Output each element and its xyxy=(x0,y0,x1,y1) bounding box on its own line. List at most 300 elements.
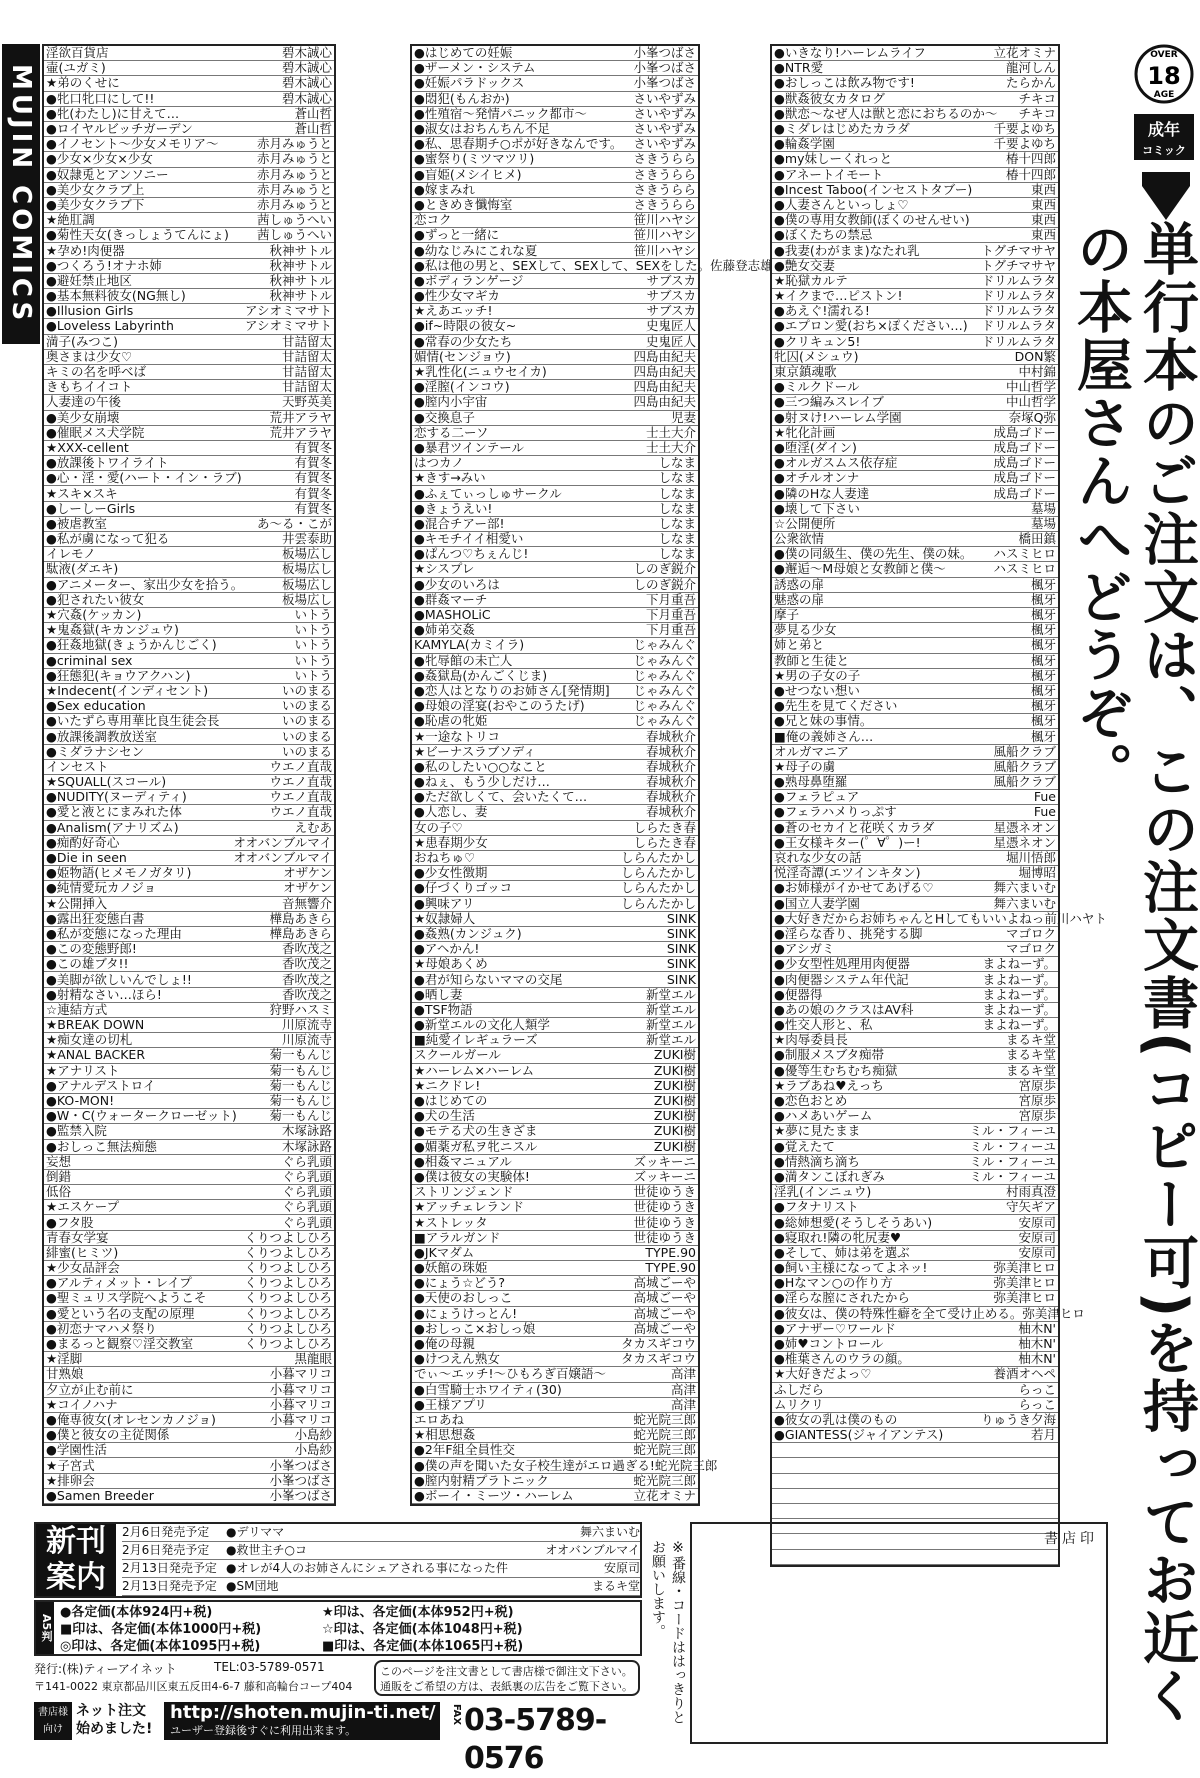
list-item xyxy=(772,1276,1058,1291)
book-author: しのぎ鋭介 xyxy=(633,576,696,592)
list-item xyxy=(44,1443,334,1458)
list-item xyxy=(772,1170,1058,1185)
book-author: くりつよしひろ xyxy=(244,1320,332,1336)
list-item xyxy=(772,441,1058,456)
list-item xyxy=(44,851,334,866)
book-author: 有賀冬 xyxy=(294,470,332,486)
book-author: 士土大介 xyxy=(645,424,696,440)
list-item xyxy=(412,912,698,927)
book-title: ★絶肛調 xyxy=(46,212,95,228)
book-author: 春城秋介 xyxy=(645,789,696,805)
book-title: ●フェラピュア xyxy=(774,789,860,805)
list-item xyxy=(44,1140,334,1155)
new-release-row xyxy=(122,1542,640,1560)
list-item xyxy=(44,1033,334,1048)
list-item xyxy=(772,395,1058,410)
list-item xyxy=(412,760,698,775)
list-item xyxy=(772,942,1058,957)
shop-stamp-label: 書店印 xyxy=(1044,1531,1098,1547)
list-item xyxy=(44,441,334,456)
list-item xyxy=(412,46,698,61)
book-title: ●きょうえい! xyxy=(414,500,493,516)
book-author: ZUKI樹 xyxy=(653,1123,696,1139)
book-author: あ〜る・こが xyxy=(256,515,332,531)
list-item xyxy=(412,289,698,304)
book-author: 風船クラブ xyxy=(993,774,1056,790)
list-item xyxy=(412,61,698,76)
book-author: いのまる xyxy=(281,698,332,714)
list-item xyxy=(412,213,698,228)
book-title: 悦淫奇譚(エツインキタン) xyxy=(774,865,921,881)
book-title: ●Sex education xyxy=(46,698,146,714)
list-item xyxy=(412,335,698,350)
book-author: 荒井アラヤ xyxy=(269,424,332,440)
list-item xyxy=(44,1124,334,1139)
book-author: 有賀冬 xyxy=(294,500,332,516)
book-author: 成島ゴドー xyxy=(993,424,1056,440)
list-item xyxy=(412,669,698,684)
book-title: KAMYLA(カミイラ) xyxy=(414,637,525,653)
book-author: しなま xyxy=(658,485,696,501)
list-item xyxy=(44,745,334,760)
book-title: ●ボディランゲージ xyxy=(414,272,524,288)
book-author: 奈塚Q弥 xyxy=(1008,409,1056,425)
book-title: ●KO-MON! xyxy=(46,1093,115,1109)
book-title: ●NUDITY(ヌーディティ) xyxy=(46,789,187,805)
list-item xyxy=(44,836,334,851)
book-title: ●姉弟交姦 xyxy=(414,622,475,638)
book-author: じゃみんぐ xyxy=(633,713,696,729)
list-item xyxy=(772,152,1058,167)
net-order-line1: ネット注文 xyxy=(76,1703,146,1719)
book-author: ミル・フィーユ xyxy=(969,1123,1056,1139)
book-title: ●私は他の男と、SEXして、SEXして、SEXをした。 xyxy=(414,257,711,273)
book-title: キミの名を呼べば xyxy=(46,364,147,380)
book-author: くりつよしひろ xyxy=(244,1305,332,1321)
book-title: 淫欲百貨店 xyxy=(46,45,109,61)
book-title: ★イクまで…ピストン! xyxy=(774,288,903,304)
book-author: ウエノ直哉 xyxy=(269,774,332,790)
list-item xyxy=(772,350,1058,365)
book-title: ●JKマダム xyxy=(414,1244,475,1260)
list-item xyxy=(44,486,334,501)
list-item xyxy=(772,684,1058,699)
list-item xyxy=(412,471,698,486)
badge-comic-text: コミック xyxy=(1142,144,1186,157)
list-item xyxy=(412,684,698,699)
list-item xyxy=(412,1352,698,1367)
list-item xyxy=(412,168,698,183)
book-author: しなま xyxy=(658,531,696,547)
book-title: ★アナリスト xyxy=(46,1062,120,1078)
book-author: さきうらら xyxy=(633,196,696,212)
list-item xyxy=(412,836,698,851)
book-title: ●蜜祭り(ミツマツリ) xyxy=(414,151,535,167)
publisher-info xyxy=(34,1660,642,1700)
book-author: ドリルムラタ xyxy=(981,272,1056,288)
book-author: 甘詰留太 xyxy=(281,333,332,349)
list-item xyxy=(412,257,773,274)
list-item xyxy=(772,836,1058,851)
book-title: ●にょうけっとん! xyxy=(414,1305,518,1321)
book-title: ●恋人はとなりのお姉さん[発情期] xyxy=(414,682,610,698)
book-title: ★ニクドレ! xyxy=(414,1077,481,1093)
book-title: 満子(みつこ) xyxy=(46,333,119,349)
book-author: ズッキーニ xyxy=(633,1153,696,1169)
list-item xyxy=(772,517,1058,532)
book-title: ●大好きだからお姉ちゃんとHしてもいいよねっ xyxy=(774,910,1045,926)
book-author: 楓牙 xyxy=(1030,728,1056,744)
book-title: ●美脚が欲しいんでしょ!! xyxy=(46,971,192,987)
book-title: ●MASHOLiC xyxy=(414,607,491,623)
book-author: いトう xyxy=(294,622,332,638)
book-title: ★淫脚 xyxy=(46,1351,83,1367)
book-author: 下月重吾 xyxy=(645,591,696,607)
list-item xyxy=(44,578,334,593)
list-item xyxy=(772,213,1058,228)
book-title: ●輪姦学園 xyxy=(774,136,835,152)
book-author: TYPE.90 xyxy=(645,1244,696,1260)
book-author: オオバンブルマイ xyxy=(233,850,332,866)
book-author: 若月 xyxy=(1030,1427,1056,1443)
book-author: 東西 xyxy=(1030,227,1056,243)
list-item xyxy=(44,1215,334,1230)
book-author: 碧木誠心 xyxy=(281,45,332,61)
list-item xyxy=(772,1109,1058,1124)
book-author: Fue xyxy=(1033,789,1056,805)
list-item xyxy=(412,1124,698,1139)
list-item xyxy=(44,638,334,653)
list-item xyxy=(772,593,1058,608)
book-title: ●堕淫(ダイン) xyxy=(774,439,857,455)
book-title: ●my妹しーくれっと xyxy=(774,151,892,167)
new-release-author: 安原司 xyxy=(603,1561,640,1575)
book-title: ■アラルガンド xyxy=(414,1229,501,1245)
book-title: ★XXX-cellent xyxy=(46,439,129,455)
book-author: 春城秋介 xyxy=(645,774,696,790)
list-item xyxy=(772,228,1058,243)
book-title: ●飼い主様になってよネッ! xyxy=(774,1260,928,1276)
list-item xyxy=(412,1079,698,1094)
book-author: ドリルムラタ xyxy=(981,288,1056,304)
book-title: ●美少女崩壊 xyxy=(46,409,120,425)
book-title: 牝囚(メシュウ) xyxy=(774,348,859,364)
book-author: ぐら乳頭 xyxy=(281,1153,332,1169)
book-title: ムリクリ xyxy=(774,1396,824,1412)
book-author: 中山哲学 xyxy=(1005,394,1056,410)
price-row xyxy=(60,1604,640,1621)
list-item xyxy=(772,881,1058,896)
book-author: ドリルムラタ xyxy=(981,303,1056,319)
book-title: ●姉♥コントロール xyxy=(774,1336,884,1352)
list-item xyxy=(772,745,1058,760)
list-item xyxy=(772,988,1058,1003)
book-author: 秋神サトル xyxy=(269,242,332,258)
book-author: 赤月みゅうと xyxy=(256,196,332,212)
list-item xyxy=(412,411,698,426)
book-title: ●GIANTESS(ジャイアンテス) xyxy=(774,1427,944,1443)
book-title: 恋コク xyxy=(414,212,452,228)
list-item xyxy=(412,304,698,319)
book-author: 小峯つばさ xyxy=(633,60,696,76)
list-item xyxy=(412,274,698,289)
list-item xyxy=(412,897,698,912)
book-title: ★弟のくせに xyxy=(46,75,120,91)
book-author: ウエノ直哉 xyxy=(269,758,332,774)
list-item xyxy=(44,107,334,122)
book-author: ぐら乳頭 xyxy=(281,1199,332,1215)
book-title: ★コイノハナ xyxy=(46,1396,118,1412)
list-item xyxy=(412,517,698,532)
book-title: ●獣恋〜なぜ人は獣と恋におちるのか〜 xyxy=(774,105,998,121)
book-author: じゃみんぐ xyxy=(633,667,696,683)
book-title: ●常春の少女たち xyxy=(414,333,513,349)
book-author: 龍河しん xyxy=(1005,60,1056,76)
order-url-note: ユーザー登録後すぐに利用出来ます。 xyxy=(170,1724,357,1737)
book-author: 川原流寺 xyxy=(281,1017,332,1033)
list-item xyxy=(412,1170,698,1185)
list-item xyxy=(772,137,1058,152)
book-title: ●美少女クラブ下 xyxy=(46,196,145,212)
book-author: トグチマサヤ xyxy=(981,242,1056,258)
book-author: チキコ xyxy=(1018,105,1056,121)
list-item xyxy=(44,1276,334,1291)
list-item xyxy=(44,502,334,517)
book-title: ★エスケープ xyxy=(46,1199,120,1215)
book-author: 春城秋介 xyxy=(645,743,696,759)
list-item xyxy=(772,562,1058,577)
book-title: ●肉便器システム年代記 xyxy=(774,971,909,987)
book-title: 壷(ユガミ) xyxy=(46,60,106,76)
new-release-title: ●SM団地 xyxy=(226,1579,279,1593)
new-release-row xyxy=(122,1524,640,1542)
list-item xyxy=(44,881,334,896)
book-title: ●射ヌけ!ハーレム学園 xyxy=(774,409,902,425)
book-title: ●お姉様がイかせてあげる♡ xyxy=(774,880,934,896)
publisher-address: 〒141-0022 東京都品川区東五反田4-6-7 藤和高輪台コープ404 xyxy=(34,1680,353,1693)
list-item xyxy=(772,1291,1058,1306)
book-title: ●晒し妻 xyxy=(414,986,463,1002)
list-item xyxy=(412,1383,698,1398)
list-item xyxy=(772,335,1058,350)
list-item xyxy=(772,578,1058,593)
book-author: 碧木誠心 xyxy=(281,90,332,106)
list-item xyxy=(412,319,698,334)
list-item xyxy=(412,1322,698,1337)
list-column-2 xyxy=(410,44,773,1506)
book-author: 柚木N' xyxy=(1018,1320,1056,1336)
book-title: ●優等生むちむち痴獄 xyxy=(774,1062,898,1078)
shop-stamp-box xyxy=(690,1522,1108,1744)
book-author: ZUKI樹 xyxy=(653,1093,696,1109)
badge-age-text: AGE xyxy=(1153,90,1175,100)
list-item xyxy=(44,866,334,881)
price-format-label: A5判 xyxy=(36,1602,54,1654)
book-author: 楓牙 xyxy=(1030,682,1056,698)
book-author: タカスギコウ xyxy=(620,1336,696,1352)
book-author: 有賀冬 xyxy=(294,455,332,471)
book-title: ●エプロン愛(おち×ぽください…) xyxy=(774,318,968,334)
book-title: ●媚薬ガ私ヲ牝ニスル xyxy=(414,1138,538,1154)
list-item xyxy=(772,76,1058,91)
book-author: ぐら乳頭 xyxy=(281,1214,332,1230)
book-title: ●ハメあいゲーム xyxy=(774,1108,873,1124)
book-title: 甘熟娘 xyxy=(46,1366,84,1382)
list-item xyxy=(412,1428,698,1443)
list-item xyxy=(44,471,334,486)
book-title: 魅惑の扉 xyxy=(774,591,825,607)
book-title: 摩子 xyxy=(774,607,800,623)
book-author: 碧木誠心 xyxy=(281,60,332,76)
list-item xyxy=(772,1337,1058,1352)
badge-age-number: 18 xyxy=(1147,62,1181,90)
book-author: 東西 xyxy=(1030,181,1056,197)
book-title: ●母娘の淫宴(おやこのうたげ) xyxy=(414,698,585,714)
book-title: 東京鎮魂歌 xyxy=(774,364,837,380)
list-item xyxy=(412,532,698,547)
book-author: 小峯つばさ xyxy=(269,1457,332,1473)
book-title: ●満タンこぼれぎみ xyxy=(774,1168,885,1184)
book-author: 香吹茂之 xyxy=(281,986,332,1002)
list-item xyxy=(412,1367,698,1382)
book-author: ZUKI樹 xyxy=(653,1047,696,1063)
book-title: ★男の子女の子 xyxy=(774,667,861,683)
list-item xyxy=(44,76,334,91)
book-author: 四島由紀夫 xyxy=(633,394,696,410)
book-title: ★恥獄カルテ xyxy=(774,272,848,288)
book-author: 椿十四郎 xyxy=(1005,166,1056,182)
book-title: ★夢に見たまま xyxy=(774,1123,861,1139)
book-title: 駄液(ダエキ) xyxy=(46,561,119,577)
list-item xyxy=(772,851,1058,866)
book-title: インセスト xyxy=(46,758,109,774)
book-author: 高城ごーや xyxy=(633,1320,696,1336)
list-item xyxy=(412,1413,698,1428)
book-author: 楓牙 xyxy=(1030,667,1056,683)
list-item xyxy=(412,1231,698,1246)
price-text: ■印は、各定価(本体1000円+税) xyxy=(60,1622,262,1637)
book-title: ●criminal sex xyxy=(46,652,133,668)
book-author: ZUKI樹 xyxy=(653,1062,696,1078)
list-item xyxy=(44,274,334,289)
book-author: 宮原歩 xyxy=(1018,1077,1056,1093)
list-item xyxy=(412,456,698,471)
list-item xyxy=(412,122,698,137)
list-item xyxy=(44,562,334,577)
book-title: ●制服メスブタ痴帯 xyxy=(774,1047,885,1063)
book-title: ●せつない想い xyxy=(774,682,860,698)
book-title: ●悶犯(もんおか) xyxy=(414,90,510,106)
list-item xyxy=(412,972,698,987)
net-order-for-shops xyxy=(34,1702,72,1740)
list-item xyxy=(44,1428,334,1443)
list-item xyxy=(44,1352,334,1367)
publisher-tel: TEL:03-5789-0571 xyxy=(214,1660,325,1674)
book-title: ●覚えたて xyxy=(774,1138,835,1154)
list-item xyxy=(44,411,334,426)
book-author: じゃみんぐ xyxy=(633,698,696,714)
order-url-link[interactable]: http://shoten.mujin-ti.net/ xyxy=(170,1702,436,1723)
book-author: 柚木N' xyxy=(1018,1351,1056,1367)
book-title: ●モテる犬の生きざま xyxy=(414,1123,538,1139)
list-item xyxy=(44,1458,334,1473)
book-author: しらんたかし xyxy=(620,865,696,881)
book-title: ★母娘あくめ xyxy=(414,956,488,972)
list-item xyxy=(772,319,1058,334)
list-item xyxy=(412,395,698,410)
book-author: サブスカ xyxy=(646,272,696,288)
book-title: ●獣姦彼女カタログ xyxy=(774,90,885,106)
list-item xyxy=(44,198,334,213)
list-item xyxy=(412,881,698,896)
book-author: 赤月みゅうと xyxy=(256,136,332,152)
book-title: オルガマニア xyxy=(774,743,850,759)
book-title: ●オルガスムス依存症 xyxy=(774,455,898,471)
book-title: ●白雪騎士ホワイティ(30) xyxy=(414,1381,562,1397)
book-title: ★排卵会 xyxy=(46,1472,95,1488)
book-author: ミル・フィーユ xyxy=(969,1153,1056,1169)
list-item xyxy=(44,684,334,699)
list-item xyxy=(44,1185,334,1200)
book-title: ★孕め!肉便器 xyxy=(46,242,125,258)
book-title: ★鬼姦獄(キカンジュウ) xyxy=(46,622,179,638)
book-author: 春城秋介 xyxy=(645,758,696,774)
book-author: 高城ごーや xyxy=(633,1290,696,1306)
list-item xyxy=(44,623,334,638)
book-title: ●ミルクドール xyxy=(774,379,860,395)
book-title: おねちゅ♡ xyxy=(414,850,476,866)
list-item xyxy=(412,1064,698,1079)
list-item xyxy=(412,988,698,1003)
list-item xyxy=(44,1413,334,1428)
book-author: らっこ xyxy=(1018,1396,1056,1412)
book-title: 女の子♡ xyxy=(414,819,463,835)
book-title: ★ANAL BACKER xyxy=(46,1047,146,1063)
book-title: 姉と弟と xyxy=(774,637,825,653)
list-item xyxy=(412,1337,698,1352)
list-item xyxy=(772,456,1058,471)
book-author: くりつよしひろ xyxy=(244,1336,332,1352)
list-item xyxy=(412,1155,698,1170)
list-item xyxy=(772,821,1058,836)
book-author: 黒龍眼 xyxy=(294,1351,332,1367)
book-author: 高津 xyxy=(670,1366,696,1382)
book-title: ●愛と液とにまみれた体 xyxy=(46,804,182,820)
book-title: ★シスプレ xyxy=(414,561,475,577)
new-release-row xyxy=(122,1560,640,1578)
book-author: さいやずみ xyxy=(633,90,696,106)
list-item xyxy=(772,289,1058,304)
list-item xyxy=(412,1261,698,1276)
list-item xyxy=(772,1443,1058,1458)
book-title: ●性交人形と、私 xyxy=(774,1017,873,1033)
list-item xyxy=(412,714,698,729)
book-author: 成島ゴドー xyxy=(993,470,1056,486)
book-title: ●興味アリ xyxy=(414,895,475,911)
book-title: ●はじめての妊娠 xyxy=(414,45,513,61)
book-title: イレモノ xyxy=(46,546,96,562)
book-author: オザケン xyxy=(283,880,332,896)
book-title: 哀れな少女の話 xyxy=(774,850,862,866)
book-author: しらたき春 xyxy=(633,819,696,835)
list-item xyxy=(412,805,698,820)
list-item xyxy=(44,213,334,228)
new-release-date: 2月13日発売予定 xyxy=(122,1579,217,1593)
book-author: 墓場 xyxy=(1030,500,1056,516)
list-item xyxy=(44,972,334,987)
book-title: ●少女性徴期 xyxy=(414,865,488,881)
list-item xyxy=(412,699,698,714)
